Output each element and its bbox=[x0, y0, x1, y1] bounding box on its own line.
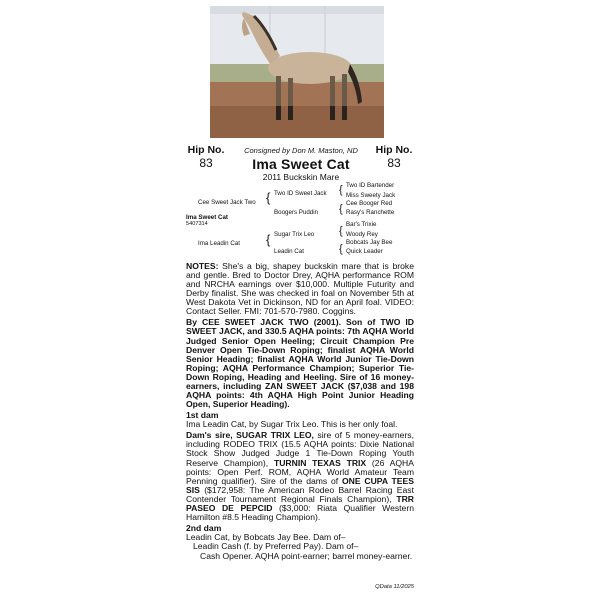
notes-text: She's a big, shapey buckskin mare that is broke and gentle. Bred to Doctor Drey, AQHA performance ROM and NRCHA earnings over $10,000. Multiple Futurity and Derby finalist. She was checked in foal on November 5th at West Dakota Vet in Dickinson, ND for an April foal. VIDEO: Contact Seller. FMI: 701-570-7980. Coggins. bbox=[186, 261, 414, 317]
first-dam-text: Ima Leadin Cat, by Sugar Trix Leo. This is her only foal. bbox=[186, 419, 398, 430]
pedigree-dsd: Woody Rey bbox=[346, 231, 378, 238]
dams-sire-text-4: ($3,000: Riata Qualifier Western Hamilton #8.5 Heading Champion). bbox=[186, 503, 414, 523]
second-dam-line-3: Cash Opener. AQHA point-earner; barrel money-earner. bbox=[200, 550, 413, 561]
hip-value-right: 83 bbox=[387, 156, 401, 170]
data-stamp: QData 11/2025 bbox=[375, 584, 414, 590]
bracket-ds: { bbox=[339, 225, 343, 237]
sire-paragraph: By CEE SWEET JACK TWO (2001). Son of TWO ID SWEET JACK, and 330.5 AQHA points: 7th AQHA World Judged Senior Open Heeling; Circuit Champion Pre Denver Open Tie-Down Roping; finalist AQHA World Senior Heading; finalist AQHA World Junior Tie-Down Roping; AQHA Performance Champion; Superior Tie-Down Roping, Heading and Heeling. Sire of 16 money-earners, including ZAN SWEET JACK ($7,038 and 198 AQHA points: 4th AQHA High Point Junior Heading Open, Superior Heading). bbox=[186, 317, 414, 410]
pedigree-ddd: Quick Leader bbox=[346, 248, 383, 255]
second-dam-line-1: Leadin Cat, by Bobcats Jay Bee. Dam of– bbox=[186, 532, 346, 543]
bracket-sire: { bbox=[266, 190, 271, 205]
pedigree-ssd: Miss Sweety Jack bbox=[346, 192, 396, 199]
hip-label-right: Hip No. bbox=[375, 144, 413, 156]
hip-value-left: 83 bbox=[199, 156, 213, 170]
dams-sire-text-2: (26 AQHA points: Open Perf. ROM, AQHA World Amateur Team Penning qualifier). Sire of the dams of bbox=[186, 457, 414, 486]
dams-sire-paragraph bbox=[186, 431, 414, 522]
dams-sire-text-3: ($172,958: The American Rodeo Barrel Racing East Contender Tournament Regional Finals Champion), bbox=[186, 484, 414, 504]
notes-paragraph bbox=[186, 262, 414, 317]
pedigree-reg-number: 5407314 bbox=[186, 221, 208, 227]
pedigree-dss: Bar's Trixie bbox=[346, 221, 377, 228]
dams-sire-text-1: sire of 5 money-earners, including RODEO TRIX (15.5 AQHA points: Dixie National Stock Show Judged Judge 1 Tie-Down Roping Youth Reserve Champion), bbox=[186, 430, 414, 468]
horse-name: Ima Sweet Cat bbox=[252, 156, 350, 172]
consignor-line: Consigned by Don M. Maston, ND bbox=[244, 146, 358, 155]
bracket-ss: { bbox=[339, 184, 343, 196]
pedigree-sire-sire: Two ID Sweet Jack bbox=[274, 190, 327, 197]
hip-number-right bbox=[372, 144, 416, 170]
pedigree-dam-dam: Leadin Cat bbox=[274, 248, 304, 255]
hip-label-left: Hip No. bbox=[187, 144, 225, 156]
pedigree-dds: Bobcats Jay Bee bbox=[346, 239, 393, 246]
catalog-body bbox=[186, 262, 414, 561]
catalog-page bbox=[186, 6, 414, 594]
bracket-dd: { bbox=[339, 243, 343, 255]
pedigree-dam-sire: Sugar Trix Leo bbox=[274, 231, 315, 238]
bracket-dam: { bbox=[266, 232, 271, 247]
dams-sire-bold-3: TRR PASEO DE PEPCID bbox=[186, 493, 414, 514]
second-dam-line-2: Leadin Cash (f. by Preferred Pay). Dam of– bbox=[193, 541, 359, 552]
first-dam-heading: 1st dam bbox=[186, 410, 219, 421]
second-dam-heading: 2nd dam bbox=[186, 523, 222, 534]
notes-label: NOTES: bbox=[186, 261, 219, 271]
dams-sire-bold-1: TURNIN TEXAS TRIX bbox=[273, 457, 367, 468]
dams-sire-bold-2: ONE CUPA TEES SIS bbox=[186, 475, 414, 495]
pedigree-sire-dam: Boogers Puddin bbox=[274, 209, 319, 216]
pedigree-sire: Cee Sweet Jack Two bbox=[198, 199, 256, 206]
pedigree-dam: Ima Leadin Cat bbox=[198, 240, 240, 247]
pedigree-subject: Ima Sweet Cat bbox=[186, 214, 228, 221]
horse-description: 2011 Buckskin Mare bbox=[262, 172, 340, 182]
pedigree-sdd: Rasy's Ranchette bbox=[346, 209, 395, 216]
bracket-sd: { bbox=[339, 203, 343, 215]
pedigree-sds: Cee Booger Red bbox=[346, 200, 393, 207]
dams-sire-label: Dam's sire, SUGAR TRIX LEO, bbox=[186, 430, 314, 441]
pedigree-sss: Two ID Bartender bbox=[346, 182, 395, 189]
hip-number-left bbox=[184, 144, 228, 170]
horse-photo bbox=[210, 6, 384, 138]
